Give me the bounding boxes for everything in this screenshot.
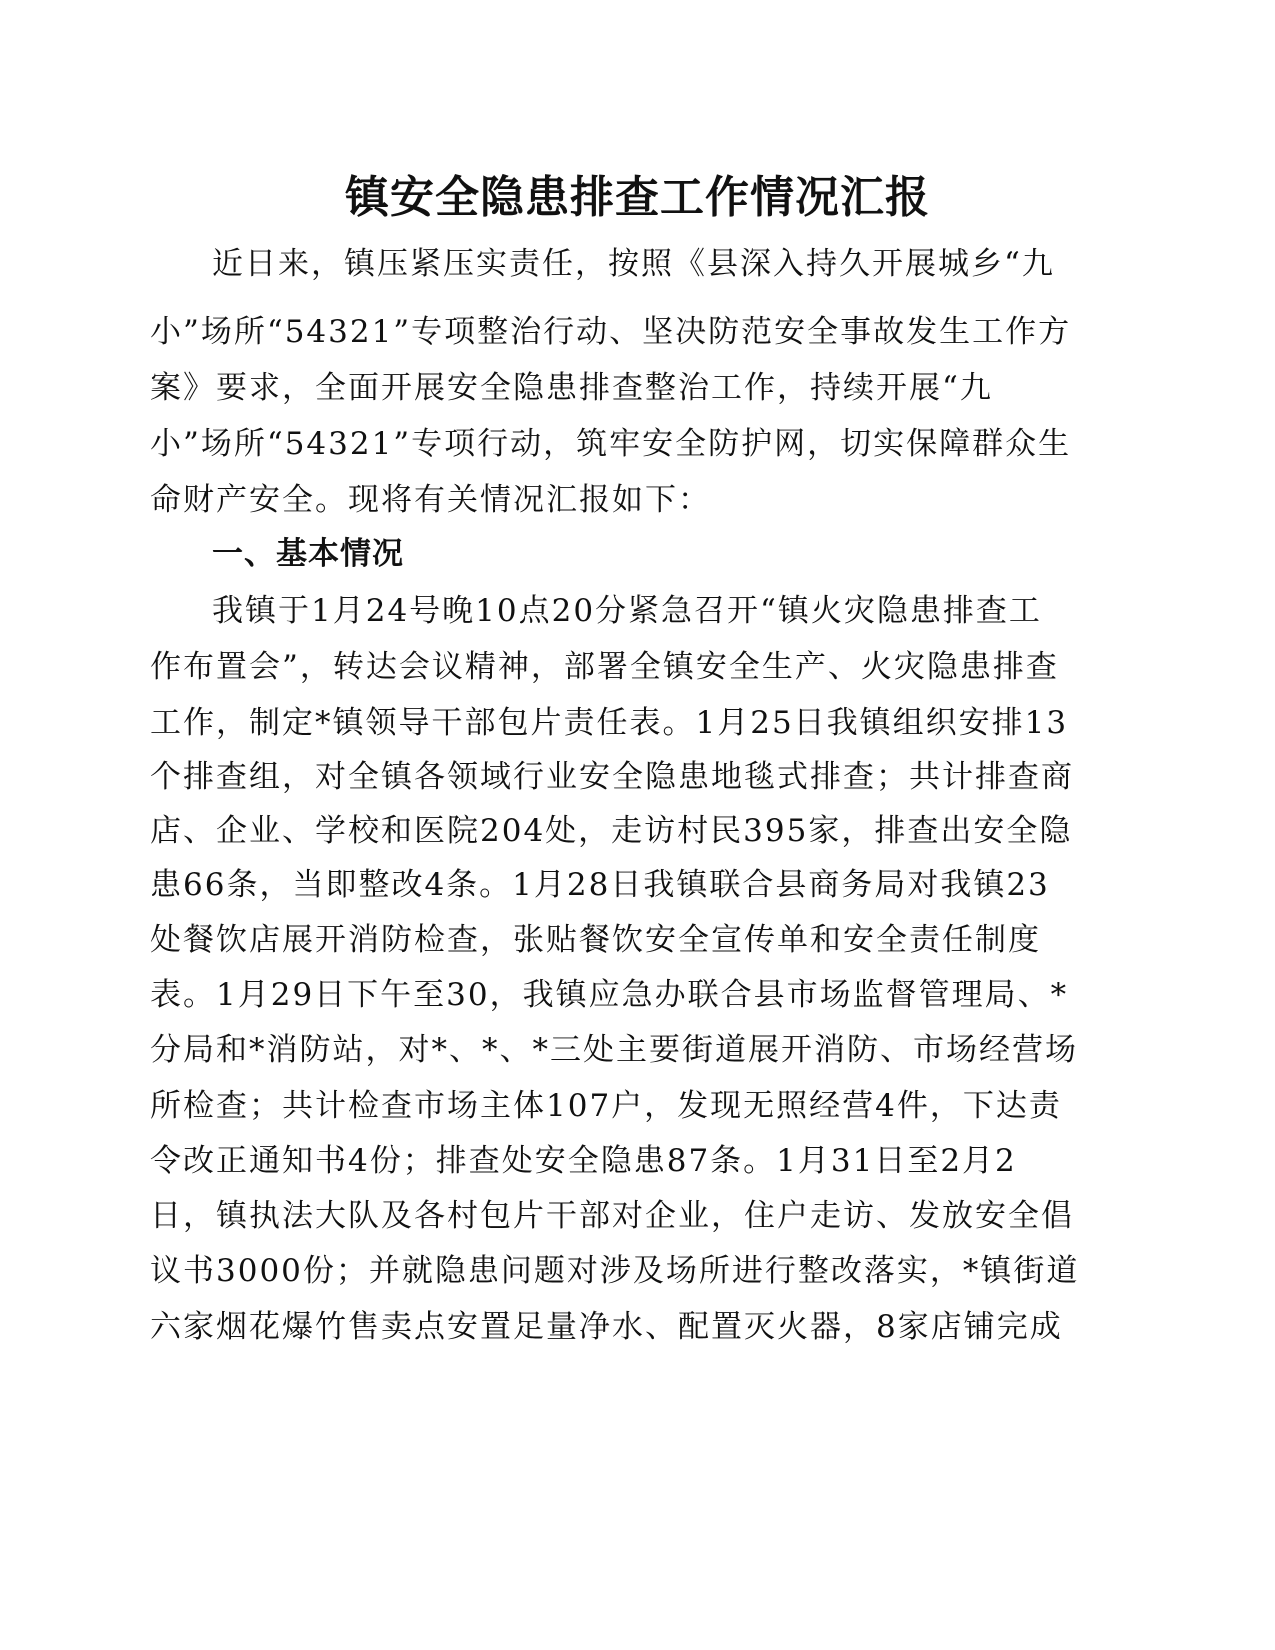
body-line-9: 分局和*消防站，对*、*、*三处主要街道展开消防、市场经营场 <box>150 1032 1078 1068</box>
body-line-7: 处餐饮店展开消防检查，张贴餐饮安全宣传单和安全责任制度 <box>150 922 1041 958</box>
body-line-6: 患66条，当即整改4条。1月28日我镇联合县商务局对我镇23 <box>150 867 1050 903</box>
body-line-13: 议书3000份；并就隐患问题对涉及场所进行整改落实，*镇街道 <box>150 1253 1080 1289</box>
body-line-11: 令改正通知书4份；排查处安全隐患87条。1月31日至2月2 <box>150 1143 1017 1179</box>
body-line-2: 作布置会”，转达会议精神，部署全镇安全生产、火灾隐患排查 <box>150 649 1059 685</box>
intro-line-1: 近日来，镇压紧压实责任，按照《县深入持久开展城乡“九 <box>212 246 1055 282</box>
body-line-1: 我镇于1月24号晚10点20分紧急召开“镇火灾隐患排查工 <box>212 593 1042 629</box>
body-line-8: 表。1月29日下午至30，我镇应急办联合县市场监督管理局、* <box>150 977 1069 1013</box>
intro-line-5: 命财产安全。现将有关情况汇报如下： <box>150 482 711 518</box>
body-line-3: 工作，制定*镇领导干部包片责任表。1月25日我镇组织安排13 <box>150 705 1069 741</box>
document-title: 镇安全隐患排查工作情况汇报 <box>345 172 930 223</box>
body-line-4: 个排查组，对全镇各领域行业安全隐患地毯式排查；共计排查商 <box>150 759 1074 795</box>
section-heading: 一、基本情况 <box>212 536 404 572</box>
body-line-5: 店、企业、学校和医院204处，走访村民395家，排查出安全隐 <box>150 813 1073 849</box>
body-line-14: 六家烟花爆竹售卖点安置足量净水、配置灭火器，8家店铺完成 <box>150 1309 1063 1345</box>
intro-line-3: 案》要求，全面开展安全隐患排查整治工作，持续开展“九 <box>150 370 993 406</box>
body-line-12: 日，镇执法大队及各村包片干部对企业，住户走访、发放安全倡 <box>150 1198 1074 1234</box>
intro-line-2: 小”场所“54321”专项整治行动、坚决防范安全事故发生工作方 <box>150 314 1072 350</box>
intro-line-4: 小”场所“54321”专项行动，筑牢安全防护网，切实保障群众生 <box>150 426 1072 462</box>
body-line-10: 所检查；共计检查市场主体107户，发现无照经营4件，下达责 <box>150 1088 1062 1124</box>
